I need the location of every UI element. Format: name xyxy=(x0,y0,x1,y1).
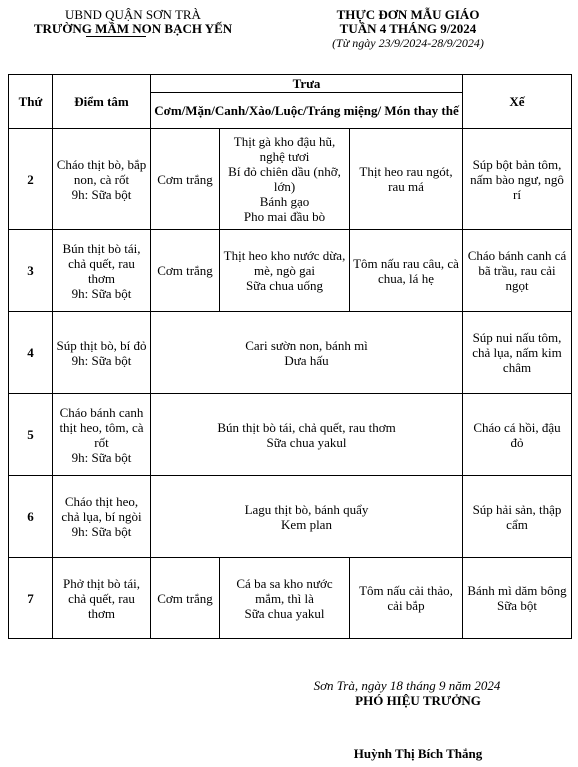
afternoon-cell: Súp nui nấu tôm, chả lụa, nấm kim châm xyxy=(463,312,572,394)
soup-cell: Tôm nấu cải thảo, cải bắp xyxy=(350,558,463,639)
col-header-lunch: Trưa xyxy=(151,75,463,93)
org-line-2: TRƯỜNG MẦM NON BẠCH YẾN xyxy=(33,21,233,36)
breakfast-cell: Phở thịt bò tái, chả quết, rau thơm xyxy=(53,558,151,639)
menu-date-range: (Từ ngày 23/9/2024-28/9/2024) xyxy=(332,36,484,50)
menu-table xyxy=(8,74,572,639)
col-header-breakfast: Điểm tâm xyxy=(53,75,151,129)
rice-cell: Cơm trắng xyxy=(151,558,220,639)
afternoon-cell: Cháo bánh canh cá bã trầu, rau cải ngọt xyxy=(463,230,572,312)
breakfast-cell: Bún thịt bò tái, chả quết, rau thơm 9h: Sữa bột xyxy=(53,230,151,312)
table-row xyxy=(9,312,572,394)
day-cell: 5 xyxy=(9,394,53,476)
day-cell: 6 xyxy=(9,476,53,558)
day-cell: 7 xyxy=(9,558,53,639)
lunch-cell: Lagu thịt bò, bánh quẩy Kem plan xyxy=(151,476,463,558)
day-cell: 4 xyxy=(9,312,53,394)
breakfast-cell: Súp thịt bò, bí đỏ 9h: Sữa bột xyxy=(53,312,151,394)
menu-week: TUẦN 4 THÁNG 9/2024 xyxy=(339,21,477,36)
day-cell: 3 xyxy=(9,230,53,312)
main-dish-cell: Thịt gà kho đậu hũ, nghệ tươi Bí đỏ chiên dầu (nhỡ, lớn) Bánh gạo Pho mai đầu bò xyxy=(220,129,350,230)
menu-title-block xyxy=(290,8,526,50)
lunch-cell: Cari sườn non, bánh mì Dưa hấu xyxy=(151,312,463,394)
signature-position: PHÓ HIỆU TRƯỞNG xyxy=(355,693,481,708)
menu-body xyxy=(9,129,572,639)
lunch-cell: Bún thịt bò tái, chả quết, rau thơm Sữa chua yakul xyxy=(151,394,463,476)
main-dish-cell: Cá ba sa kho nước mắm, thì là Sữa chua yakul xyxy=(220,558,350,639)
main-dish-cell: Thịt heo kho nước dừa, mè, ngò gai Sữa chua uống xyxy=(220,230,350,312)
signature-date: Sơn Trà, ngày 18 tháng 9 năm 2024 xyxy=(313,678,501,693)
header-underline xyxy=(86,36,146,37)
soup-cell: Thịt heo rau ngót, rau má xyxy=(350,129,463,230)
table-row xyxy=(9,394,572,476)
col-header-lunch-sub: Cơm/Mặn/Canh/Xào/Luộc/Tráng miệng/ Món thay thế xyxy=(151,93,463,129)
table-row xyxy=(9,558,572,639)
table-row xyxy=(9,476,572,558)
menu-title: THỰC ĐƠN MẪU GIÁO xyxy=(336,7,480,22)
school-header xyxy=(10,8,256,36)
signature-name: Huỳnh Thị Bích Thắng xyxy=(353,746,483,761)
afternoon-cell: Cháo cá hồi, đậu đỏ xyxy=(463,394,572,476)
col-header-day: Thứ xyxy=(9,75,53,129)
breakfast-cell: Cháo bánh canh thịt heo, tôm, cà rốt 9h: Sữa bột xyxy=(53,394,151,476)
table-row xyxy=(9,129,572,230)
soup-cell: Tôm nấu rau câu, cà chua, lá hẹ xyxy=(350,230,463,312)
afternoon-cell: Súp hải sản, thập cẩm xyxy=(463,476,572,558)
col-header-afternoon: Xế xyxy=(463,75,572,129)
rice-cell: Cơm trắng xyxy=(151,230,220,312)
org-line-1: UBND QUẬN SƠN TRÀ xyxy=(65,7,201,22)
afternoon-cell: Súp bột bản tôm, nấm bào ngư, ngô rí xyxy=(463,129,572,230)
rice-cell: Cơm trắng xyxy=(151,129,220,230)
day-cell: 2 xyxy=(9,129,53,230)
breakfast-cell: Cháo thịt heo, chả lụa, bí ngòi 9h: Sữa bột xyxy=(53,476,151,558)
table-row xyxy=(9,230,572,312)
afternoon-cell: Bánh mì dăm bông Sữa bột xyxy=(463,558,572,639)
breakfast-cell: Cháo thịt bò, bắp non, cà rốt 9h: Sữa bột xyxy=(53,129,151,230)
